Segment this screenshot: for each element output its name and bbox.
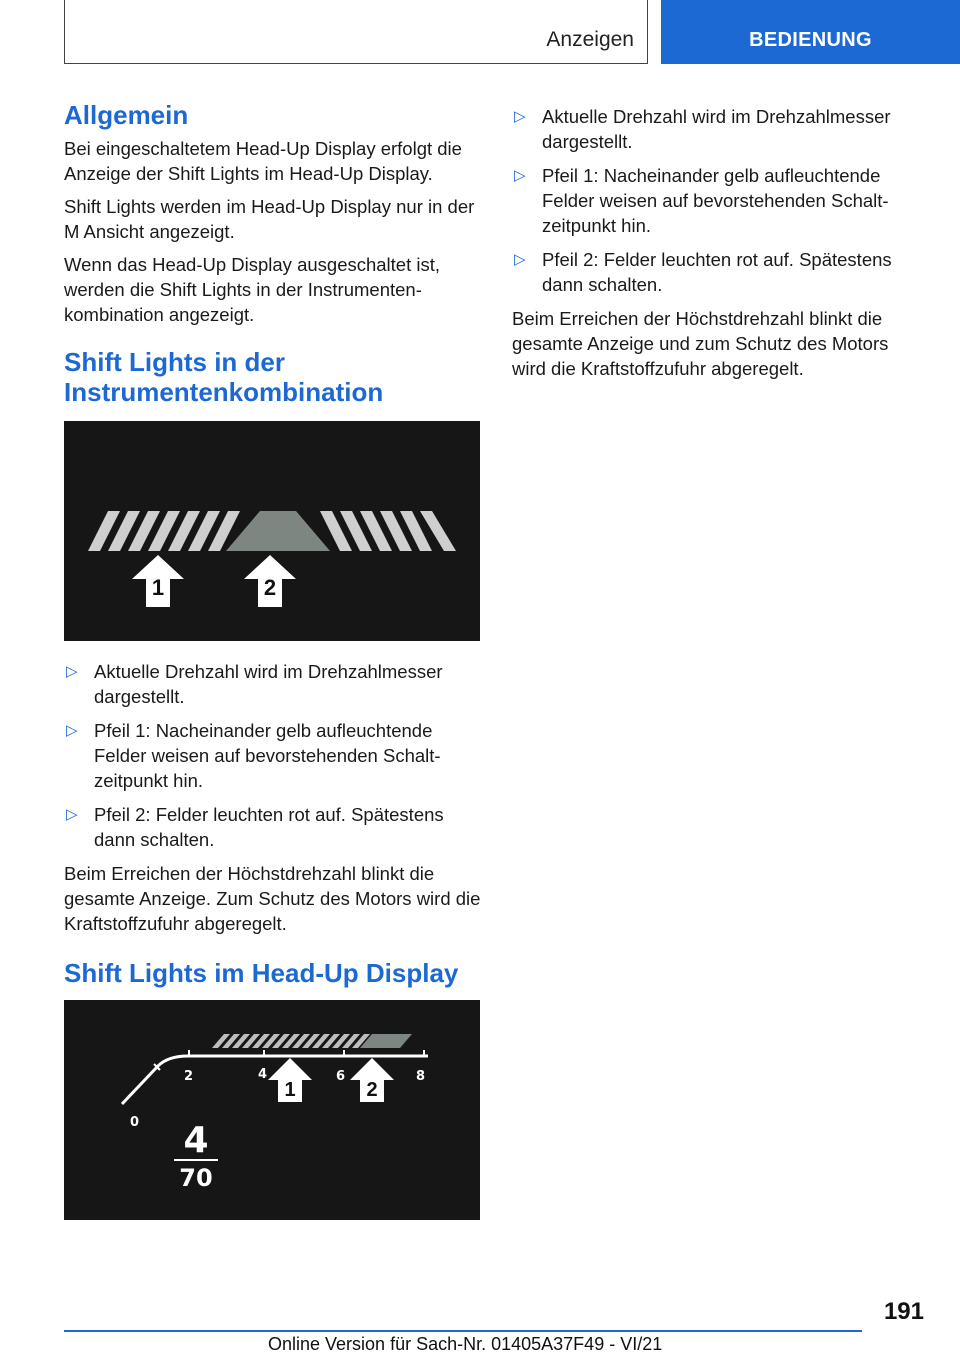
- paragraph: Shift Lights werden im Head-Up Display nur in der M Ansicht angezeigt.: [64, 196, 475, 242]
- hud-illustration: [64, 1000, 480, 1220]
- right-column: [512, 104, 912, 389]
- scale-label: 0: [130, 1115, 140, 1130]
- current-rpm-field: [226, 511, 330, 551]
- heading-cluster: [64, 347, 482, 407]
- paragraph: Beim Erreichen der Höchstdrehzahl blinkt die gesamte Anzeige. Zum Schutz des Motors wird die Kraftstoffzufuhr abgeregelt.: [64, 863, 481, 934]
- heading-cluster-line1: Shift Lights in der: [64, 347, 285, 377]
- arrow-2-label: 2: [263, 575, 277, 600]
- arrow-1-label: 1: [284, 1079, 296, 1101]
- triangle-bullet-icon: ▷: [66, 663, 78, 680]
- figure-hud-shift-lights: [64, 1000, 480, 1220]
- list-item: ▷ Pfeil 1: Nacheinander gelb aufleuchtende Felder weisen auf bevorstehenden Schalt‐zeitpunkt hin.: [514, 165, 889, 236]
- footer-version: Online Version für Sach-Nr. 01405A37F49 - VI/21: [268, 1334, 663, 1354]
- scale-label: 6: [336, 1069, 346, 1084]
- list-item: ▷ Aktuelle Drehzahl wird im Drehzahlmesser dargestellt.: [514, 106, 891, 152]
- speed-display: 70: [179, 1164, 213, 1192]
- cluster-illustration: [64, 421, 480, 641]
- left-column: [64, 100, 482, 1238]
- triangle-bullet-icon: ▷: [514, 108, 526, 125]
- header-chapter-tab[interactable]: [661, 0, 960, 64]
- heading-hud: Shift Lights im Head-Up Display: [64, 958, 459, 988]
- arrow-2-label: 2: [366, 1079, 378, 1101]
- page-number: 191: [883, 1298, 924, 1325]
- heading-cluster-line2: Instrumentenkombination: [64, 377, 384, 407]
- gear-display: 4: [183, 1120, 209, 1161]
- scale-label: 4: [258, 1067, 268, 1082]
- list-item: ▷ Aktuelle Drehzahl wird im Drehzahlmesser dargestellt.: [66, 661, 443, 707]
- bullet-list-cluster: [64, 659, 482, 852]
- scale-label: 2: [184, 1069, 194, 1084]
- bullet-list-hud: [512, 104, 912, 297]
- triangle-bullet-icon: ▷: [514, 167, 526, 184]
- figure-cluster-shift-lights: [64, 421, 480, 641]
- arrow-1-label: 1: [151, 575, 165, 600]
- list-item: ▷ Pfeil 2: Felder leuchten rot auf. Spätestens dann schalten.: [66, 804, 444, 850]
- header-chapter-label: BEDIENUNG: [749, 29, 872, 51]
- paragraph: Beim Erreichen der Höchstdrehzahl blinkt die gesamte Anzeige und zum Schutz des Motors wird die Kraftstoffzufuhr abgeregelt.: [512, 308, 889, 379]
- paragraph: Bei eingeschaltetem Head-Up Display erfolgt die Anzeige der Shift Lights im Head-Up Display.: [64, 138, 462, 184]
- header-section-title: Anzeigen: [546, 28, 634, 51]
- paragraph: Wenn das Head-Up Display ausgeschaltet ist, werden die Shift Lights in der Instrumenten‐kombination angezeigt.: [64, 254, 441, 325]
- scale-label: 8: [416, 1069, 426, 1084]
- heading-general: Allgemein: [64, 100, 189, 130]
- triangle-bullet-icon: ▷: [66, 806, 78, 823]
- list-item: ▷ Pfeil 2: Felder leuchten rot auf. Spätestens dann schalten.: [514, 249, 892, 295]
- triangle-bullet-icon: ▷: [66, 722, 78, 739]
- list-item: ▷ Pfeil 1: Nacheinander gelb aufleuchtende Felder weisen auf bevorstehenden Schalt‐zeitpunkt hin.: [66, 720, 441, 791]
- triangle-bullet-icon: ▷: [514, 251, 526, 268]
- footer-divider: [64, 1330, 862, 1332]
